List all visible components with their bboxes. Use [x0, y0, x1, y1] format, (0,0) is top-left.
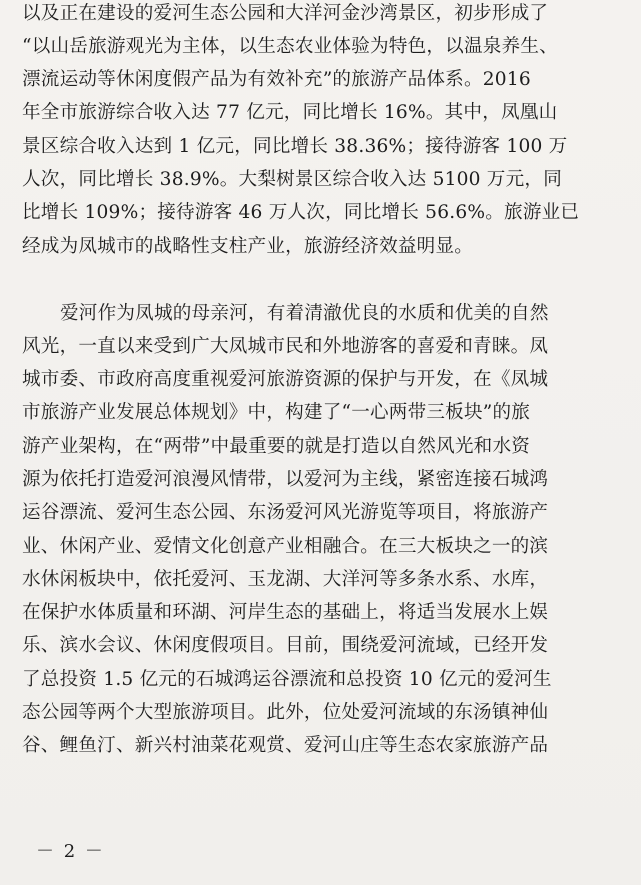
text-line: 在保护水体质量和环湖、河岸生态的基础上，将适当发展水上娱	[22, 602, 549, 623]
text-line: 景区综合收入达到 1 亿元，同比增长 38.36%；接待游客 100 万	[22, 136, 568, 157]
text-line: 比增长 109%；接待游客 46 万人次，同比增长 56.6%。旅游业已	[22, 202, 580, 223]
text-line: 以及正在建设的爱河生态公园和大洋河金沙湾景区，初步形成了	[22, 3, 549, 24]
text-line: 谷、鲤鱼汀、新兴村油菜花观赏、爱河山庄等生态农家旅游产品	[22, 735, 549, 756]
text-line: 经成为凤城市的战略性支柱产业，旅游经济效益明显。	[22, 236, 474, 257]
text-line: 乐、滨水会议、休闲度假项目。目前，围绕爱河流域，已经开发	[22, 635, 549, 656]
text-line: 爱河作为凤城的母亲河，有着清澈优良的水质和优美的自然	[60, 303, 549, 324]
page-number: － 2 －	[36, 841, 105, 862]
text-line: 运谷漂流、爱河生态公园、东汤爱河风光游览等项目，将旅游产	[22, 502, 549, 523]
text-line: 漂流运动等休闲度假产品为有效补充”的旅游产品体系。2016	[22, 69, 531, 90]
text-line: “以山岳旅游观光为主体，以生态农业体验为特色，以温泉养生、	[22, 36, 558, 57]
text-line: 源为依托打造爱河浪漫风情带，以爱河为主线，紧密连接石城鸿	[22, 469, 549, 490]
text-line: 水休闲板块中，依托爱河、玉龙湖、大洋河等多条水系、水库，	[22, 569, 549, 590]
text-line: 人次，同比增长 38.9%。大梨树景区综合收入达 5100 万元，同	[22, 169, 562, 190]
text-line: 城市委、市政府高度重视爱河旅游资源的保护与开发，在《凤城	[22, 369, 549, 390]
text-line: 业、休闲产业、爱情文化创意产业相融合。在三大板块之一的滨	[22, 536, 549, 557]
text-line: 风光，一直以来受到广大凤城市民和外地游客的喜爱和青睐。凤	[22, 336, 549, 357]
text-line: 年全市旅游综合收入达 77 亿元，同比增长 16%。其中，凤凰山	[22, 102, 558, 123]
text-line: 游产业架构，在“两带”中最重要的就是打造以自然风光和水资	[22, 436, 531, 457]
text-line: 了总投资 1.5 亿元的石城鸿运谷漂流和总投资 10 亿元的爱河生	[22, 669, 552, 690]
text-line: 市旅游产业发展总体规划》中，构建了“一心两带三板块”的旅	[22, 402, 531, 423]
text-line: 态公园等两个大型旅游项目。此外，位处爱河流域的东汤镇神仙	[22, 702, 549, 723]
